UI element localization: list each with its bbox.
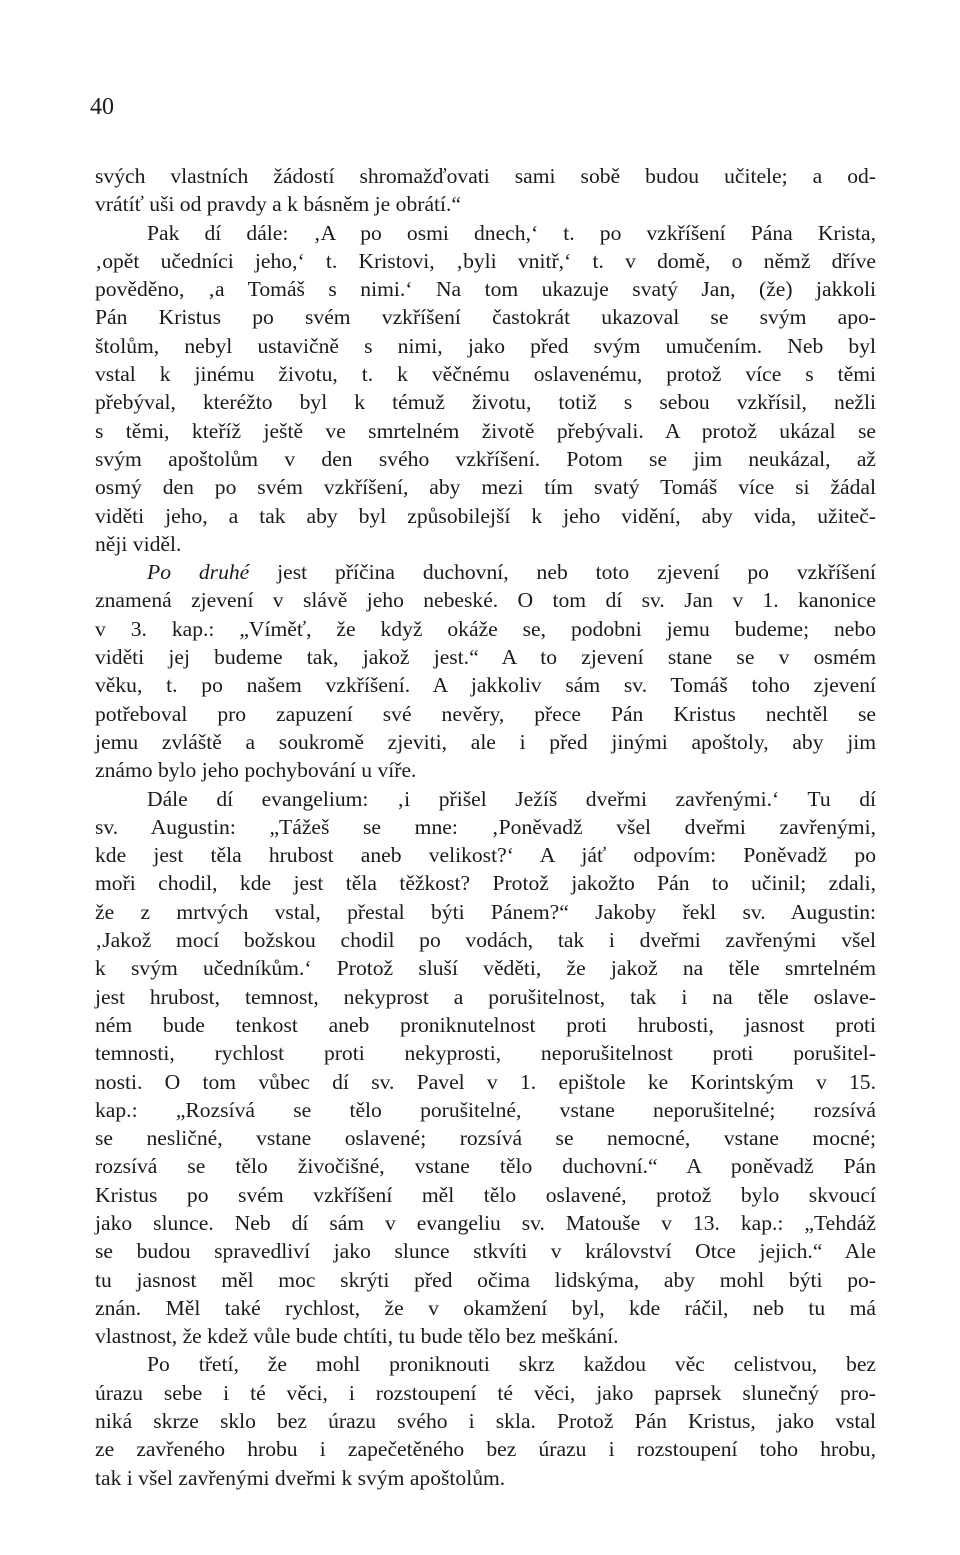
- text-line-content: tak i všel zavřenými dveřmi k svým apoštolům.: [95, 1465, 506, 1490]
- text-line: [95, 926, 876, 954]
- text-line-content: známo bylo jeho pochybování u víře.: [95, 758, 417, 783]
- text-line: [95, 983, 876, 1011]
- text-line-content: jako slunce. Neb dí sám v evangeliu sv. Matouše v 13. kap.: „Tehdáž: [95, 1210, 876, 1235]
- text-line-content: niká skrze sklo bez úrazu svého i skla. Protož Pán Kristus, jako vstal: [95, 1409, 876, 1434]
- text-line-content: osmý den po svém vzkříšení, aby mezi tím svatý Tomáš více si žádal: [95, 475, 876, 500]
- text-line: [95, 700, 876, 728]
- text-line: [95, 473, 876, 501]
- text-line: [95, 1294, 876, 1322]
- text-line-content: tu jasnost měl moc skrýti před očima lidskýma, aby mohl býti po-: [95, 1267, 876, 1292]
- text-line-content: svým apoštolům v den svého vzkříšení. Potom se jim neukázal, až: [95, 446, 876, 471]
- text-line: [95, 1152, 876, 1180]
- page-number: 40: [90, 94, 114, 120]
- italic-phrase: Po druhé: [147, 560, 250, 585]
- text-line-content: znán. Měl také rychlost, že v okamžení byl, kde ráčil, neb tu má: [95, 1295, 876, 1320]
- text-line-content: svých vlastních žádostí shromažďovati sami sobě budou učitele; a od-: [95, 164, 876, 188]
- text-line: [95, 417, 876, 445]
- text-line: [95, 586, 876, 614]
- text-line-content: že z mrtvých vstal, přestal býti Pánem?“ Jakoby řekl sv. Augustin:: [95, 899, 876, 924]
- text-line-content: Dále dí evangelium: ‚i přišel Ježíš dveřmi zavřenými.‘ Tu dí: [147, 786, 876, 811]
- text-line: [95, 615, 876, 643]
- text-line: [95, 1435, 876, 1463]
- text-line: [95, 1322, 876, 1350]
- text-line: [95, 1407, 876, 1435]
- text-line-content: štolům, nebyl ustavičně s nimi, jako před svým umučením. Neb byl: [95, 333, 876, 358]
- text-line-content: se budou spravedliví jako slunce stkvíti v království Otce jejich.“ Ale: [95, 1239, 876, 1264]
- text-line: [95, 303, 876, 331]
- text-line: [95, 1237, 876, 1265]
- text-line: [95, 841, 876, 869]
- text-line: [95, 530, 876, 558]
- text-line-content: ‚Jakož mocí božskou chodil po vodách, tak i dveřmi zavřenými všel: [95, 928, 876, 953]
- text-line-content: ném bude tenkost aneb proniknutelnost proti hrubosti, jasnost proti: [95, 1012, 876, 1037]
- text-line-content: viděti jej budeme tak, jakož jest.“ A to zjevení stane se v osmém: [95, 645, 876, 670]
- text-line: [95, 1011, 876, 1039]
- text-line-content: kde jest těla hrubost aneb velikost?‘ A jáť odpovím: Poněvadž po: [95, 843, 876, 868]
- text-line-content: vstal k jinému životu, t. k věčnému oslavenému, protož více s těmi: [95, 362, 876, 387]
- text-line: [95, 502, 876, 530]
- text-line-content: k svým učedníkům.‘ Protož sluší věděti, že jakož na těle smrtelném: [95, 956, 876, 981]
- text-line: [95, 1068, 876, 1096]
- text-line: [95, 219, 876, 247]
- text-line-content: přebýval, kteréžto byl k témuž životu, totiž s sebou vzkřísil, nežli: [95, 390, 876, 415]
- text-line-content: sv. Augustin: „Tážeš se mne: ‚Poněvadž všel dveřmi zavřenými,: [95, 814, 876, 839]
- text-line: [95, 1350, 876, 1378]
- text-line-content: v 3. kap.: „Víměť, že když okáže se, podobni jemu budeme; nebo: [95, 616, 876, 641]
- text-line: [95, 869, 876, 897]
- text-line: [95, 1209, 876, 1237]
- text-line: [95, 1181, 876, 1209]
- text-line-content: úrazu sebe i té věci, i rozstoupení té věci, jako paprsek slunečný pro-: [95, 1380, 876, 1405]
- text-line-content: Pán Kristus po svém vzkříšení častokrát ukazoval se svým apo-: [95, 305, 876, 330]
- text-line: [95, 190, 876, 218]
- text-line: [95, 445, 876, 473]
- text-line: [95, 1464, 876, 1492]
- text-line: [95, 162, 876, 190]
- text-line-content: znamená zjevení v slávě jeho nebeské. O tom dí sv. Jan v 1. kanonice: [95, 588, 876, 613]
- text-line: [95, 728, 876, 756]
- text-line-content: Po třetí, že mohl proniknouti skrz každou věc celistvou, bez: [147, 1352, 876, 1377]
- text-line: [95, 360, 876, 388]
- text-line-content: moři chodil, kde jest těla těžkost? Protož jakožto Pán to učinil; zdali,: [95, 871, 876, 896]
- text-line: [95, 332, 876, 360]
- text-line: [95, 1096, 876, 1124]
- text-line-content: něji viděl.: [95, 531, 182, 556]
- text-line: [95, 275, 876, 303]
- text-line-content: viděti jeho, a tak aby byl způsobilejší k jeho vidění, aby vida, užiteč-: [95, 503, 876, 528]
- text-line-content: jest příčina duchovní, neb toto zjevení po vzkříšení: [277, 560, 877, 585]
- text-line-content: temnosti, rychlost proti nekyprosti, neporušitelnost proti porušitel-: [95, 1041, 876, 1066]
- text-line: [95, 813, 876, 841]
- text-line: [95, 558, 876, 586]
- text-line-content: Pak dí dále: ‚A po osmi dnech,‘ t. po vzkříšení Pána Krista,: [147, 220, 876, 245]
- text-line: [95, 954, 876, 982]
- text-line: [95, 671, 876, 699]
- text-line-content: pověděno, ‚a Tomáš s nimi.‘ Na tom ukazuje svatý Jan, (že) jakkoli: [95, 277, 876, 302]
- text-line: [95, 388, 876, 416]
- text-line-content: kap.: „Rozsívá se tělo porušitelné, vstane neporušitelné; rozsívá: [95, 1097, 876, 1122]
- text-line-content: Kristus po svém vzkříšení měl tělo oslavené, protož bylo skvoucí: [95, 1182, 876, 1207]
- text-line: [95, 1379, 876, 1407]
- text-line-content: vrátíť uši od pravdy a k básněm je obrátí.“: [95, 192, 462, 217]
- text-line: [95, 785, 876, 813]
- text-line-content: se nesličné, vstane oslavené; rozsívá se nemocné, vstane mocné;: [95, 1126, 876, 1151]
- text-line-content: jest hrubost, temnost, nekyprost a porušitelnost, tak i na těle oslave-: [95, 984, 876, 1009]
- text-line-content: vlastnost, že kdež vůle bude chtíti, tu bude tělo bez meškání.: [95, 1324, 619, 1349]
- text-line-content: ze zavřeného hrobu i zapečetěného bez úrazu i rozstoupení toho hrobu,: [95, 1437, 876, 1462]
- text-line-content: potřeboval pro zapuzení své nevěry, přece Pán Kristus nechtěl se: [95, 701, 876, 726]
- text-line-content: jemu zvláště a soukromě zjeviti, ale i před jinými apoštoly, aby jim: [95, 729, 876, 754]
- text-line: [95, 643, 876, 671]
- text-line-content: s těmi, kteříž ještě ve smrtelném životě přebývali. A protož ukázal se: [95, 418, 876, 443]
- text-line-content: věku, t. po našem vzkříšení. A jakkoliv sám sv. Tomáš toho zjevení: [95, 673, 876, 698]
- body-text: [95, 162, 876, 1492]
- text-line: [95, 1124, 876, 1152]
- text-line: [95, 247, 876, 275]
- text-line: [95, 1266, 876, 1294]
- text-line: [95, 756, 876, 784]
- text-line-content: nosti. O tom vůbec dí sv. Pavel v 1. epištole ke Korintským v 15.: [95, 1069, 876, 1094]
- text-line-content: rozsívá se tělo živočišné, vstane tělo duchovní.“ A poněvadž Pán: [95, 1154, 876, 1179]
- text-line: [95, 898, 876, 926]
- text-line: [95, 1039, 876, 1067]
- text-line-content: ‚opět učedníci jeho,‘ t. Kristovi, ‚byli vnitř,‘ t. v domě, o němž dříve: [95, 248, 876, 273]
